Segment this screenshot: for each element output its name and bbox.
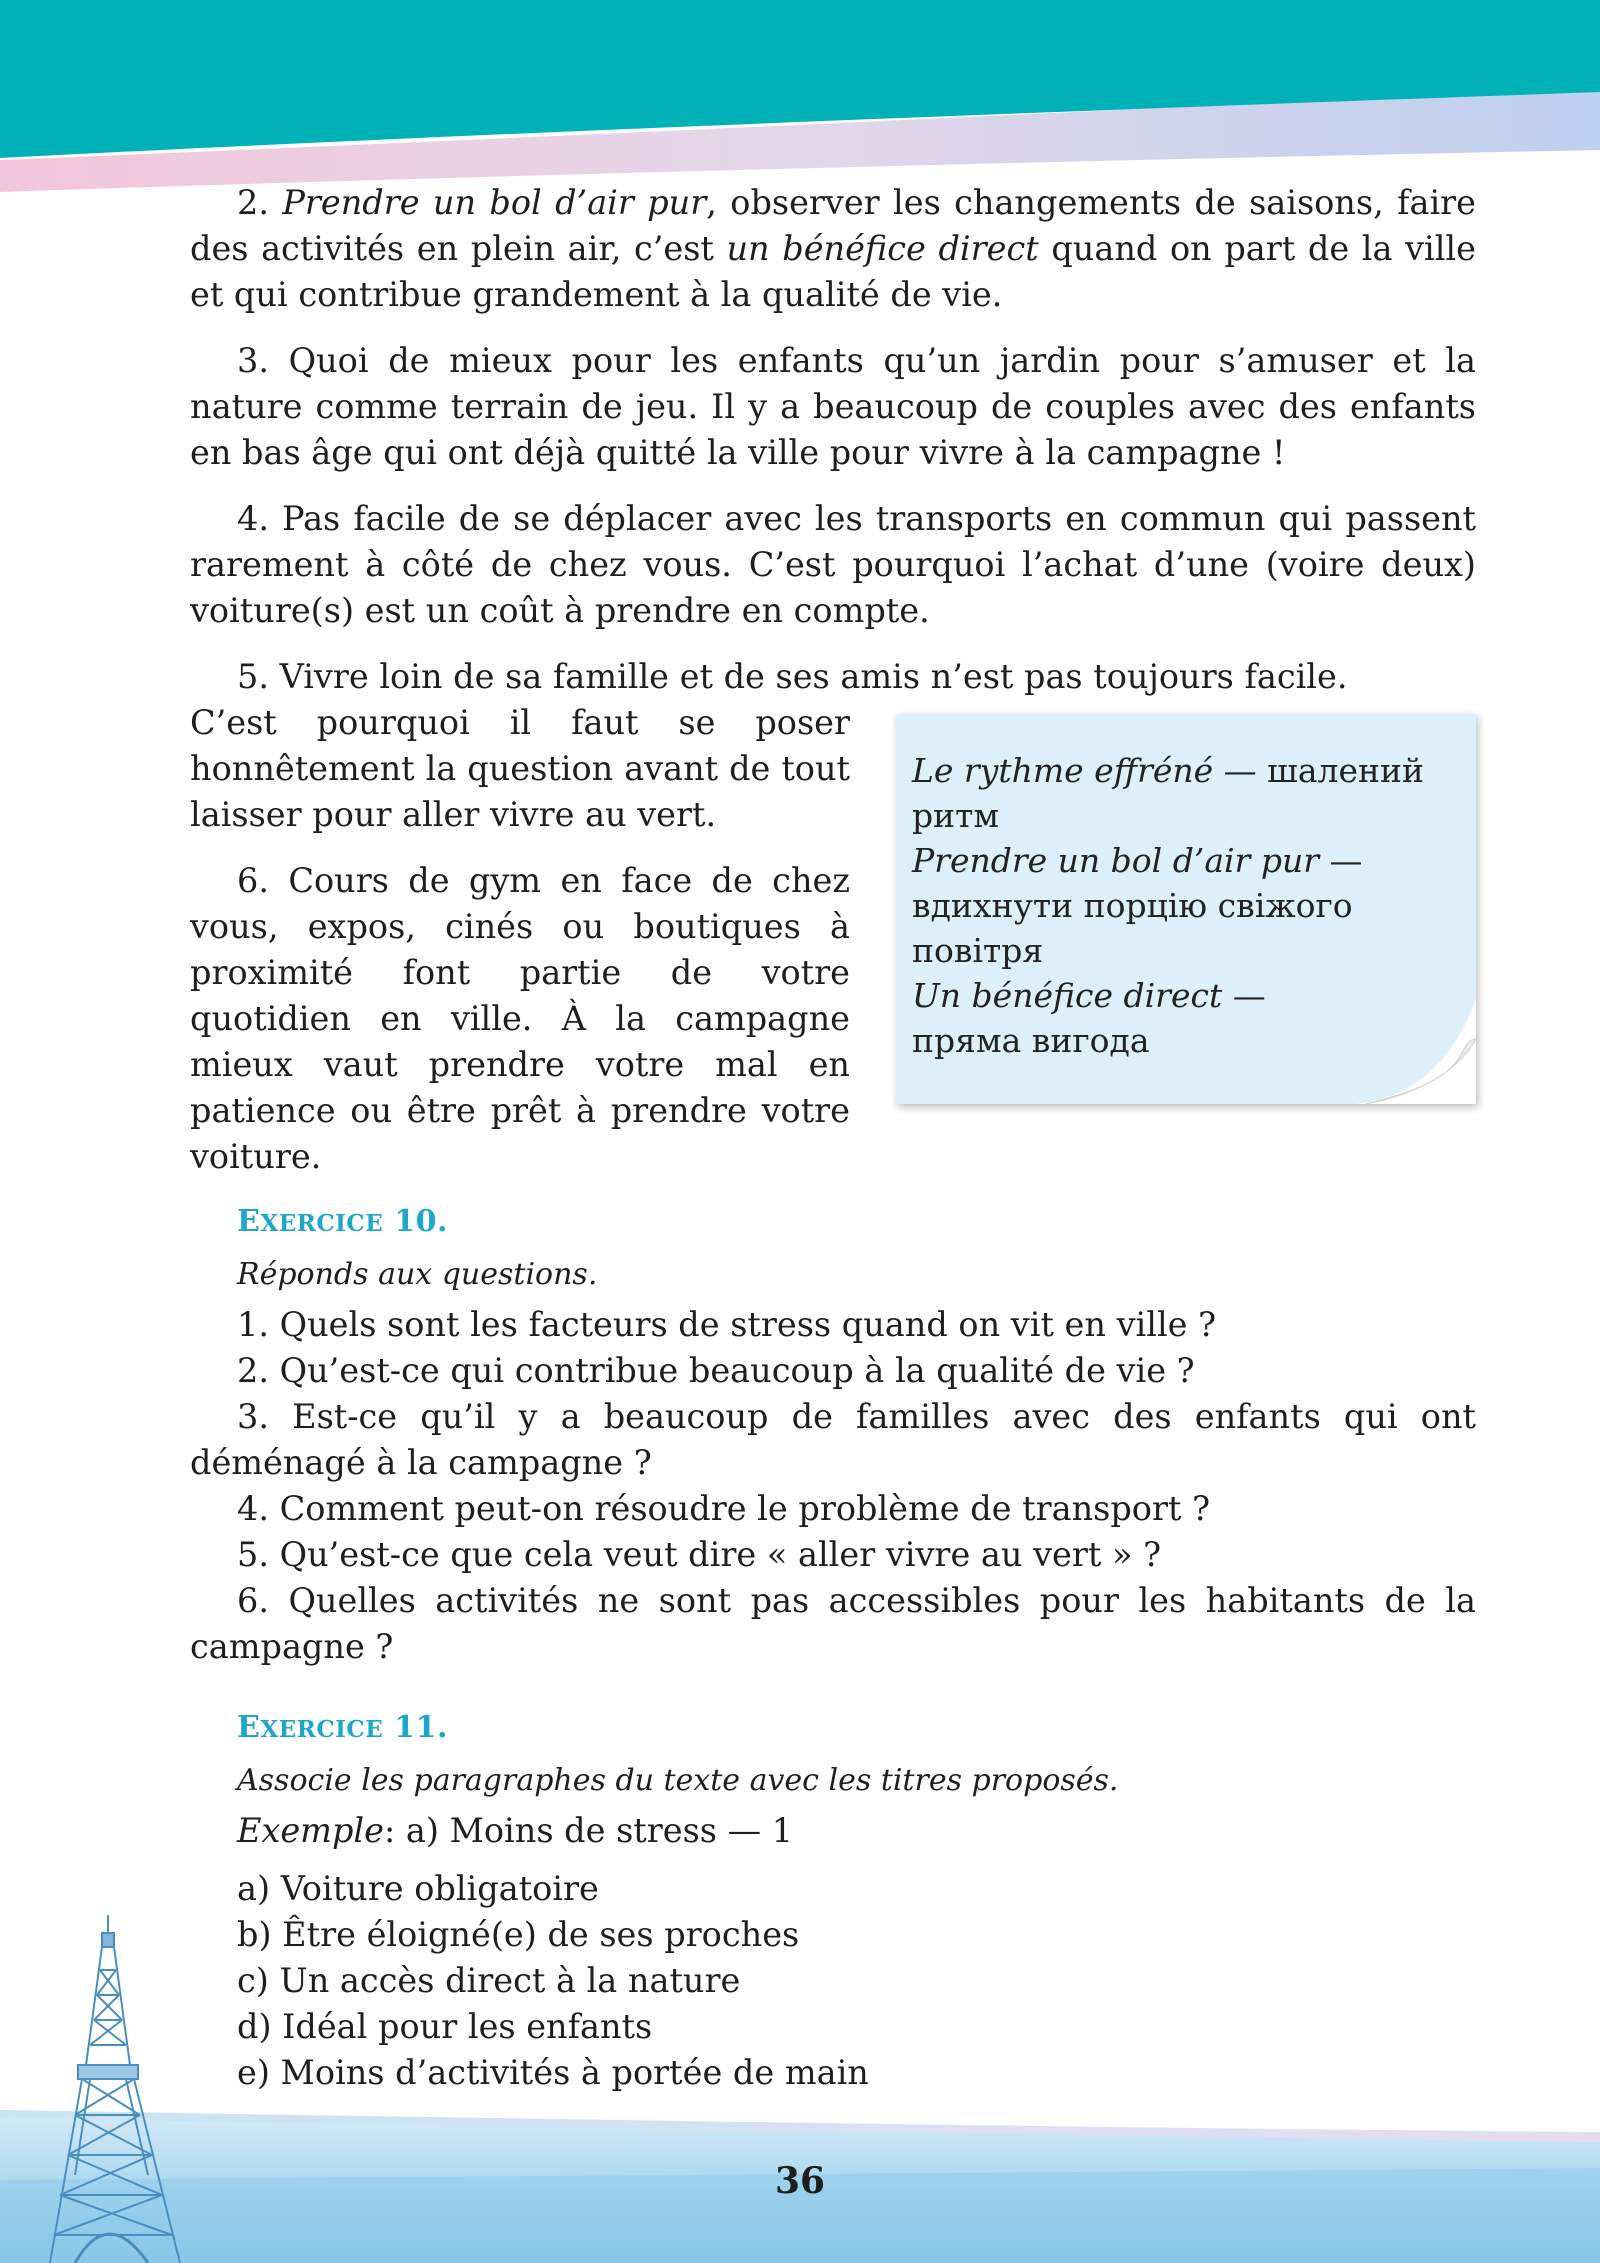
exercise-11-instruction: Associe les paragraphes du texte avec les titres proposés. — [237, 1763, 1119, 1798]
vocab-item: Un bénéfice direct — пряма вигода — [912, 976, 1266, 1060]
page-curl-icon — [1356, 999, 1476, 1104]
vocabulary-note — [896, 714, 1476, 1104]
page-number: 36 — [774, 2160, 826, 2202]
question-item: 3. Est-ce qu’il y a beaucoup de familles avec des enfants qui ont déménagé à la campagne ? — [190, 1397, 1476, 1482]
option-item: e) Moins d’activités à portée de main — [237, 2053, 869, 2092]
exercise-11-example: Exemple: a) Moins de stress — 1 — [237, 1811, 794, 1850]
question-item: 2. Qu’est-ce qui contribue beaucoup à la qualité de vie ? — [237, 1351, 1195, 1390]
question-item: 5. Qu’est-ce que cela veut dire « aller vivre au vert » ? — [237, 1535, 1162, 1574]
exercise-10-title: EXERCICE 10. — [237, 1204, 448, 1239]
option-item: d) Idéal pour les enfants — [237, 2007, 653, 2046]
paragraph-3: 3. Quoi de mieux pour les enfants qu’un jardin pour s’amuser et la nature comme terrain de jeu. Il y a beaucoup de couples avec des enfants en bas âge qui ont déjà quitté la ville pour vivre à la campagne ! — [190, 341, 1476, 472]
option-item: b) Être éloigné(e) de ses proches — [237, 1915, 800, 1954]
page-content — [190, 180, 1476, 2096]
option-item: a) Voiture obligatoire — [237, 1869, 599, 1908]
question-item: 6. Quelles activités ne sont pas accessibles pour les habitants de la campagne ? — [190, 1581, 1476, 1666]
exercise-10-instruction: Réponds aux questions. — [237, 1257, 598, 1292]
paragraph-2: 2. Prendre un bol d’air pur, observer les changements de saisons, faire des activités en plein air, c’est un bénéfice direct quand on part de la ville et qui contribue grandement à la qualité de vie. — [190, 183, 1476, 314]
paragraph-5: 5. Vivre loin de sa famille et de ses amis n’est pas toujours facile. — [237, 657, 1348, 696]
exercise-11-title: EXERCICE 11. — [237, 1710, 448, 1745]
paragraph-5-continued: C’est pourquoi il faut se poser honnêtement la question avant de tout laisser pour aller vivre au vert. — [190, 703, 850, 834]
paragraph-6: 6. Cours de gym en face de chez vous, expos, cinés ou boutiques à proximité font partie de votre quotidien en ville. À la campagne mieux vaut prendre votre mal en patience ou être prêt à prendre votre voiture. — [190, 861, 850, 1176]
header-band — [0, 0, 1600, 200]
question-item: 1. Quels sont les facteurs de stress quand on vit en ville ? — [237, 1305, 1217, 1344]
option-item: c) Un accès direct à la nature — [237, 1961, 741, 2000]
vocab-item: Le rythme effréné — шалений ритм — [912, 751, 1425, 835]
paragraph-4: 4. Pas facile de se déplacer avec les transports en commun qui passent rarement à côté de chez vous. C’est pourquoi l’achat d’une (voire deux) voiture(s) est un coût à prendre en compte. — [190, 499, 1476, 630]
vocab-item: Prendre un bol d’air pur — вдихнути порцію свіжого повітря — [912, 841, 1363, 970]
question-item: 4. Comment peut-on résoudre le problème de transport ? — [237, 1489, 1211, 1528]
paragraph-5-6-with-vocab — [190, 654, 1476, 1180]
